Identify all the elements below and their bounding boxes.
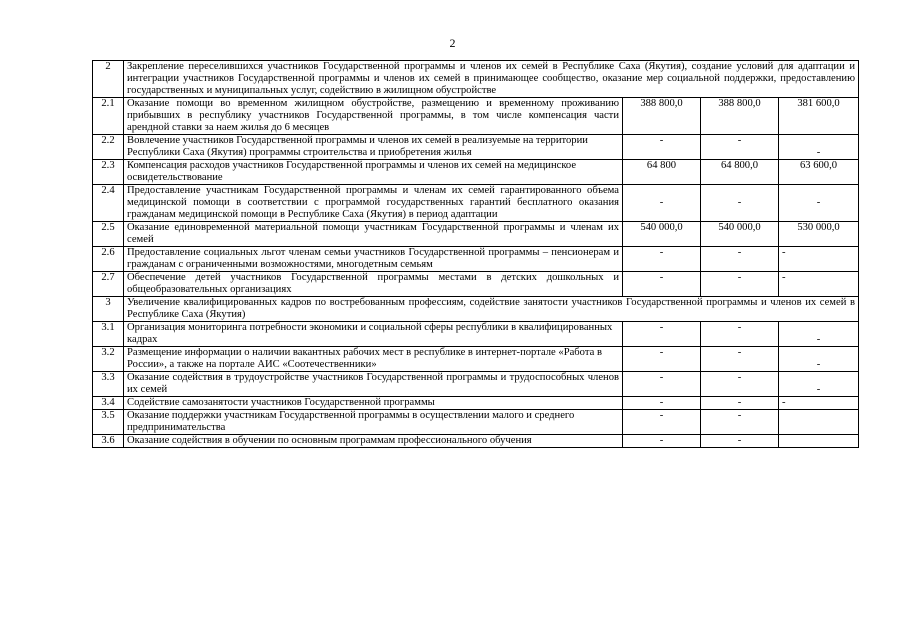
measure-description: Оказание содействия в обучении по основным программам профессионального обучения bbox=[124, 435, 623, 448]
value-cell: - bbox=[623, 135, 701, 160]
value-cell: - bbox=[623, 322, 701, 347]
value-cell: - bbox=[701, 397, 779, 410]
table-row bbox=[93, 222, 859, 247]
table-row bbox=[93, 247, 859, 272]
value-cell: - bbox=[779, 135, 859, 160]
value-cell bbox=[779, 410, 859, 435]
value-cell: - bbox=[701, 410, 779, 435]
value-cell: 388 800,0 bbox=[623, 98, 701, 135]
row-number: 3.6 bbox=[93, 435, 124, 448]
measure-description: Предоставление социальных льгот членам семьи участников Государственной программы – пенсионерам и гражданам с ограниченными возможностями, многодетным семьям bbox=[124, 247, 623, 272]
value-cell: - bbox=[701, 185, 779, 222]
value-cell: 64 800,0 bbox=[701, 160, 779, 185]
measure-description: Оказание содействия в трудоустройстве участников Государственной программы и трудоспособных членов их семей bbox=[124, 372, 623, 397]
value-cell: - bbox=[701, 272, 779, 297]
value-cell: - bbox=[779, 272, 859, 297]
measure-description: Предоставление участникам Государственной программы и членам их семей гарантированного объема медицинской помощи в соответствии с программой государственных гарантий бесплатного оказания гражданам медицинской помощи в Республике Саха (Якутия) в период адаптации bbox=[124, 185, 623, 222]
measure-description: Вовлечение участников Государственной программы и членов их семей в реализуемые на территории Республики Саха (Якутия) программы строительства и приобретения жилья bbox=[124, 135, 623, 160]
value-cell: - bbox=[779, 397, 859, 410]
row-number: 2.6 bbox=[93, 247, 124, 272]
row-number: 2.7 bbox=[93, 272, 124, 297]
measure-description: Оказание единовременной материальной помощи участникам Государственной программы и членам их семей bbox=[124, 222, 623, 247]
measure-description: Компенсация расходов участников Государственной программы и членов их семей на медицинское освидетельствование bbox=[124, 160, 623, 185]
table-row bbox=[93, 160, 859, 185]
value-cell: - bbox=[623, 410, 701, 435]
value-cell: - bbox=[701, 435, 779, 448]
value-cell: 388 800,0 bbox=[701, 98, 779, 135]
table-row bbox=[93, 347, 859, 372]
value-cell: - bbox=[701, 247, 779, 272]
row-number: 2.4 bbox=[93, 185, 124, 222]
value-cell: 540 000,0 bbox=[701, 222, 779, 247]
row-number: 3.5 bbox=[93, 410, 124, 435]
section-heading: Закрепление переселившихся участников Государственной программы и членов их семей в Республике Саха (Якутия), создание условий для адаптации и интеграции участников Государственной программы и членов их семей в принимающее сообщество, оказание мер социальной поддержки, предоставлению государственных и муниципальных услуг, содействию в жилищном обустройстве bbox=[124, 61, 859, 98]
table-row bbox=[93, 435, 859, 448]
value-cell: - bbox=[623, 372, 701, 397]
value-cell: - bbox=[779, 185, 859, 222]
value-cell: 64 800 bbox=[623, 160, 701, 185]
row-number: 2.5 bbox=[93, 222, 124, 247]
value-cell: 63 600,0 bbox=[779, 160, 859, 185]
measure-description: Оказание помощи во временном жилищном обустройстве, размещению и временному проживанию прибывших в республику участников Государственной программы, в том числе компенсация части арендной ставки за наем жилья до 6 месяцев bbox=[124, 98, 623, 135]
table-row bbox=[93, 372, 859, 397]
page-number: 2 bbox=[449, 36, 456, 50]
table-row bbox=[93, 322, 859, 347]
measure-description: Оказание поддержки участникам Государственной программы в осуществлении малого и среднего предпринимательства bbox=[124, 410, 623, 435]
value-cell: - bbox=[701, 372, 779, 397]
table-row bbox=[93, 185, 859, 222]
table-row bbox=[93, 297, 859, 322]
table-row bbox=[93, 61, 859, 98]
value-cell bbox=[779, 435, 859, 448]
value-cell: - bbox=[623, 272, 701, 297]
value-cell: - bbox=[779, 347, 859, 372]
value-cell: - bbox=[623, 397, 701, 410]
value-cell: - bbox=[701, 135, 779, 160]
value-cell: - bbox=[623, 247, 701, 272]
value-cell: - bbox=[779, 247, 859, 272]
table-row bbox=[93, 98, 859, 135]
row-number: 2.1 bbox=[93, 98, 124, 135]
measure-description: Размещение информации о наличии вакантных рабочих мест в республике в интернет-портале «Работа в России», а также на портале АИС «Соотечественники» bbox=[124, 347, 623, 372]
table-row bbox=[93, 397, 859, 410]
row-number: 3.3 bbox=[93, 372, 124, 397]
value-cell: - bbox=[779, 372, 859, 397]
table-row bbox=[93, 410, 859, 435]
value-cell: - bbox=[701, 347, 779, 372]
value-cell: - bbox=[623, 435, 701, 448]
measure-description: Содействие самозанятости участников Государственной программы bbox=[124, 397, 623, 410]
value-cell: 381 600,0 bbox=[779, 98, 859, 135]
row-number: 3 bbox=[93, 297, 124, 322]
table-row bbox=[93, 272, 859, 297]
row-number: 3.4 bbox=[93, 397, 124, 410]
value-cell: - bbox=[779, 322, 859, 347]
measures-table bbox=[92, 60, 859, 448]
measure-description: Обеспечение детей участников Государственной программы местами в детских дошкольных и общеобразовательных организациях bbox=[124, 272, 623, 297]
value-cell: 530 000,0 bbox=[779, 222, 859, 247]
row-number: 2.3 bbox=[93, 160, 124, 185]
table-row bbox=[93, 135, 859, 160]
row-number: 3.1 bbox=[93, 322, 124, 347]
measure-description: Организация мониторинга потребности экономики и социальной сферы республики в квалифицированных кадрах bbox=[124, 322, 623, 347]
value-cell: - bbox=[623, 185, 701, 222]
row-number: 2 bbox=[93, 61, 124, 98]
row-number: 2.2 bbox=[93, 135, 124, 160]
value-cell: - bbox=[701, 322, 779, 347]
value-cell: - bbox=[623, 347, 701, 372]
row-number: 3.2 bbox=[93, 347, 124, 372]
value-cell: 540 000,0 bbox=[623, 222, 701, 247]
section-heading: Увеличение квалифицированных кадров по востребованным профессиям, содействие занятости участников Государственной программы и членов их семей в Республике Саха (Якутия) bbox=[124, 297, 859, 322]
